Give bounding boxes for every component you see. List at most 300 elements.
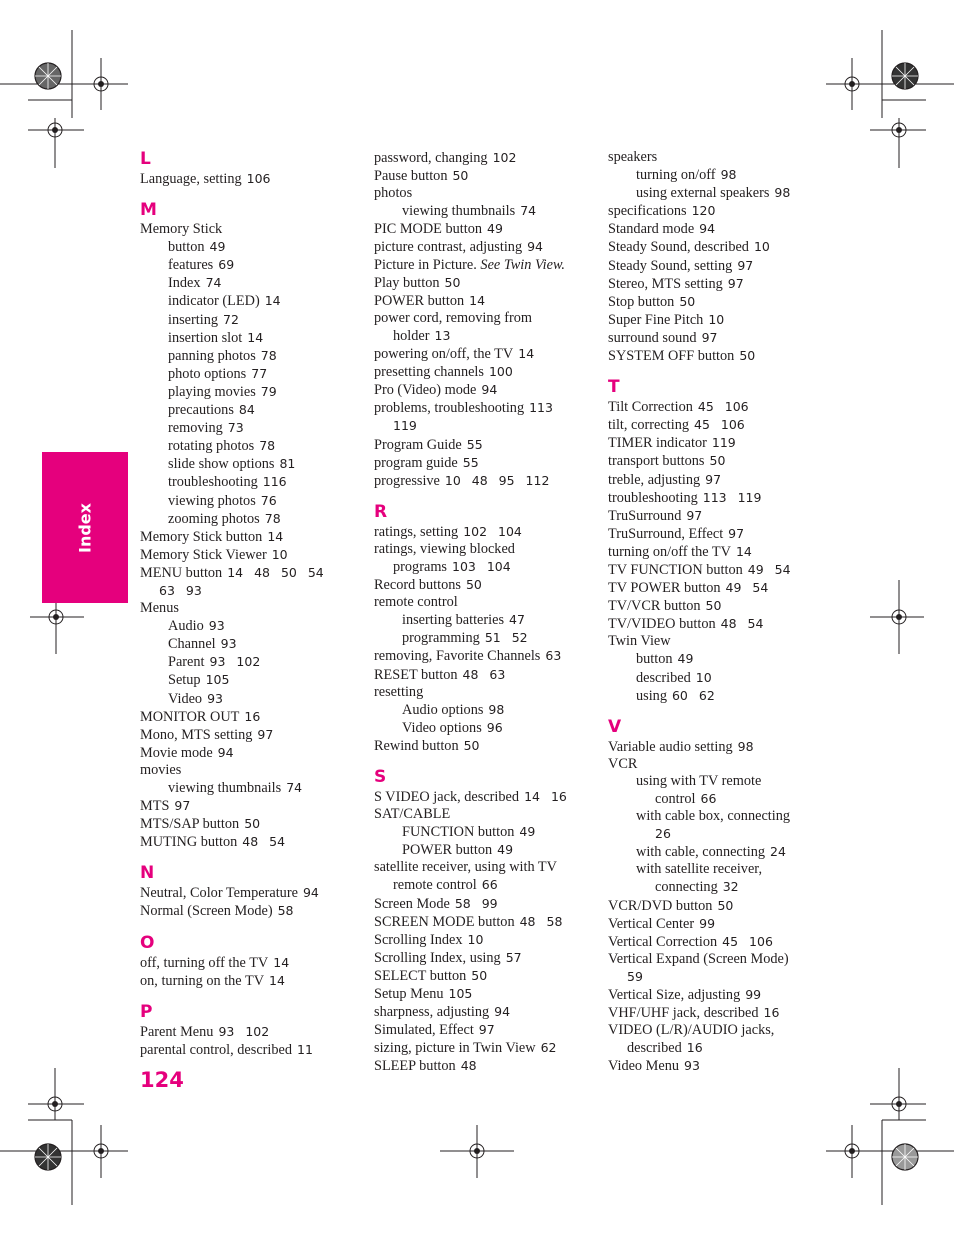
index-tab (42, 452, 128, 603)
page-references: 59 (627, 968, 643, 984)
entry-term: using with TV remote (636, 772, 762, 789)
page-references: 94 (302, 885, 319, 901)
entry-term: speakers (608, 149, 658, 165)
entry-term: Variable audio setting (608, 738, 733, 755)
entry-term: SELECT button (374, 967, 467, 984)
page-references: 10 48 95 112 (444, 472, 550, 488)
entry-term: ratings, viewing blocked (374, 540, 515, 557)
index-entry (374, 594, 606, 611)
entry-term: inserting batteries (402, 612, 505, 629)
index-entry (608, 257, 840, 275)
page-references: 48 63 (462, 666, 506, 682)
index-entry (608, 1022, 840, 1039)
page-references: 14 (518, 346, 535, 362)
page-references: 74 (205, 275, 222, 291)
entry-term: remote control (374, 594, 458, 611)
entry-term: Scrolling Index (374, 931, 463, 948)
index-subentry (140, 365, 372, 383)
entry-term: MENU button (140, 564, 223, 581)
page-references: 10 (467, 931, 484, 947)
index-entry (608, 597, 840, 615)
index-entry (608, 471, 840, 489)
index-subentry (140, 437, 372, 455)
entry-term: programming (402, 630, 480, 647)
entry-term: ratings, setting (374, 523, 459, 540)
index-entry (608, 398, 840, 416)
entry-term: FUNCTION button (402, 824, 515, 841)
index-entry-continuation (374, 327, 606, 345)
index-subentry (140, 347, 372, 365)
entry-term: troubleshooting (168, 474, 258, 491)
entry-term: MONITOR OUT (140, 708, 240, 725)
page-references: 49 (519, 824, 536, 840)
page-references: 49 54 (747, 561, 791, 577)
entry-term: with satellite receiver, (636, 861, 763, 878)
entry-term: POWER button (402, 842, 493, 859)
page-references: 69 (218, 257, 235, 273)
index-subentry (140, 690, 372, 708)
page-references: 49 (487, 221, 503, 237)
index-entry (140, 170, 372, 188)
index-entry (608, 489, 840, 507)
index-entry (374, 363, 606, 381)
index-entry (608, 738, 840, 756)
entry-term: picture contrast, adjusting (374, 239, 523, 256)
index-entry (608, 525, 840, 543)
entry-term: photo options (168, 365, 247, 382)
index-subentry (140, 779, 372, 797)
entry-term: Program Guide (374, 436, 462, 453)
page-references: 58 (277, 903, 294, 919)
index-entry (140, 546, 372, 564)
entry-term: Pro (Video) mode (374, 382, 477, 399)
entry-term: Neutral, Color Temperature (140, 885, 298, 902)
entry-term: precautions (168, 402, 234, 419)
entry-term: Pause button (374, 168, 448, 185)
index-entry (374, 274, 606, 292)
entry-term: MUTING button (140, 834, 238, 851)
entry-term: TV/VCR button (608, 598, 701, 615)
index-entry (140, 972, 372, 990)
entry-term: VIDEO (L/R)/AUDIO jacks, (608, 1022, 775, 1039)
entry-term: Index (168, 275, 201, 292)
entry-term: parental control, described (140, 1041, 293, 1058)
entry-term: turning on/off the TV (608, 543, 731, 560)
index-entry (140, 797, 372, 815)
entry-term: Picture in Picture. (374, 256, 477, 273)
entry-term: treble, adjusting (608, 471, 701, 488)
index-entry (608, 1004, 840, 1022)
entry-term: zooming photos (168, 510, 260, 527)
index-entry-continuation (140, 582, 372, 600)
index-entry (374, 1039, 606, 1057)
entry-term: specifications (608, 203, 687, 220)
section-letter: T (608, 377, 620, 398)
index-entry (608, 615, 840, 633)
page-references: 74 (520, 203, 537, 219)
page-references: 120 (691, 203, 716, 219)
entry-term: presetting channels (374, 364, 484, 381)
entry-term: using external speakers (636, 185, 770, 202)
entry-term: using (636, 687, 667, 704)
page-references: 14 (269, 972, 285, 988)
index-subentry (374, 611, 606, 629)
entry-term: transport buttons (608, 453, 705, 470)
index-entry (140, 902, 372, 920)
page-references: 49 (209, 239, 226, 255)
index-entry (374, 523, 606, 541)
entry-term: slide show options (168, 456, 275, 473)
entry-term: Channel (168, 636, 216, 653)
index-entry (608, 933, 840, 951)
page-references: 10 (695, 669, 712, 685)
entry-term: satellite receiver, using with TV (374, 859, 557, 876)
entry-term: Mono, MTS setting (140, 726, 253, 743)
entry-term: surround sound (608, 329, 697, 346)
page-references: 97 (728, 525, 745, 541)
page-references: 62 (540, 1040, 557, 1056)
index-entry (374, 310, 606, 327)
page-references: 78 (260, 347, 277, 363)
page-references: 72 (223, 311, 239, 327)
index-entry (608, 579, 840, 597)
index-subentry (608, 184, 840, 202)
page-references: 13 (434, 327, 451, 343)
section-letter: P (140, 1001, 153, 1022)
index-entry (608, 275, 840, 293)
index-entry (374, 913, 606, 931)
index-subentry (608, 669, 840, 687)
index-entry (374, 684, 606, 701)
index-entry (140, 528, 372, 546)
index-entry (374, 220, 606, 238)
page-references: 16 (763, 1005, 780, 1021)
page-references: 24 (770, 844, 786, 860)
section-letter: O (140, 932, 155, 953)
entry-term: Language, setting (140, 171, 242, 187)
page-references: 14 (264, 293, 281, 309)
entry-term: MTS/SAP button (140, 816, 240, 833)
index-column-2 (374, 149, 606, 1076)
entry-term: inserting (168, 311, 219, 328)
page-references: 16 (686, 1040, 703, 1056)
page-references: 49 (497, 842, 514, 858)
section-letter: M (140, 200, 157, 221)
page-references: 50 (452, 168, 469, 184)
index-entry-continuation (608, 790, 840, 808)
entry-term: viewing photos (168, 492, 256, 509)
page-references: 94 (217, 744, 234, 760)
index-entry (140, 954, 372, 972)
entry-term: removing, Favorite Channels (374, 648, 541, 665)
page-references: 93 102 (218, 1023, 270, 1039)
entry-term: Memory Stick (140, 221, 223, 238)
entry-term: VCR/DVD button (608, 897, 713, 914)
entry-term: POWER button (374, 292, 465, 309)
page-references: 105 (448, 986, 473, 1002)
page-references: 26 (655, 826, 671, 842)
index-subentry (140, 473, 372, 491)
entry-term: remote control (393, 877, 477, 894)
page-references: 50 (739, 348, 756, 364)
entry-term: turning on/off (636, 167, 716, 184)
index-subentry (140, 455, 372, 473)
page-references: 116 (262, 474, 287, 490)
index-subentry (608, 861, 840, 878)
entry-term: playing movies (168, 383, 256, 400)
index-entry (140, 744, 372, 762)
page-references: 10 (753, 239, 770, 255)
entry-term: connecting (655, 879, 718, 896)
index-entry (608, 633, 840, 650)
index-subentry (140, 653, 372, 671)
entry-term: TruSurround (608, 507, 682, 524)
entry-term: described (627, 1040, 682, 1057)
entry-term: removing (168, 420, 223, 437)
page-references: 99 (699, 915, 716, 931)
entry-term: Steady Sound, setting (608, 257, 733, 274)
page-references: 97 (701, 329, 718, 345)
page-references: 48 58 (519, 913, 563, 929)
entry-term: Scrolling Index, using (374, 949, 501, 966)
page-references: 99 (745, 987, 762, 1003)
entry-term: troubleshooting (608, 489, 698, 506)
index-subentry (608, 808, 840, 825)
index-entry (374, 541, 606, 558)
index-entry-continuation (608, 968, 840, 986)
index-entry (608, 543, 840, 561)
entry-term: Stereo, MTS setting (608, 275, 723, 292)
index-entry (608, 756, 840, 773)
index-tab-label: Index (75, 502, 95, 553)
entry-term: rotating photos (168, 438, 255, 455)
page-references: 119 (393, 418, 417, 434)
entry-term: on, turning on the TV (140, 972, 265, 989)
entry-term: Parent (168, 654, 205, 671)
index-entry (608, 897, 840, 915)
page-references: 74 (286, 780, 303, 795)
entry-term: programs (393, 558, 447, 575)
page-references: 98 (720, 167, 737, 183)
entry-term: VCR (608, 755, 638, 772)
index-entry-continuation (374, 417, 606, 435)
index-entry (374, 666, 606, 684)
page-references: 97 (727, 275, 744, 291)
index-entry-continuation (374, 558, 606, 576)
page-references: 47 (509, 612, 525, 628)
page-references: 96 (486, 719, 503, 735)
index-entry (140, 1023, 372, 1041)
index-subentry (140, 311, 372, 329)
index-entry (374, 185, 606, 202)
index-subentry (374, 701, 606, 719)
index-entry (374, 859, 606, 876)
page-references: 10 (708, 311, 725, 327)
entry-term: password, changing (374, 150, 488, 166)
index-entry (374, 399, 606, 417)
entry-term: SAT/CABLE (374, 806, 451, 823)
index-entry (374, 985, 606, 1003)
page-references: 32 (722, 879, 739, 895)
entry-term: movies (140, 761, 182, 778)
page-references: 49 (677, 651, 694, 667)
page-references: 79 (260, 383, 277, 399)
entry-term: tilt, correcting (608, 417, 689, 434)
entry-term: Play button (374, 274, 440, 291)
page-references: 60 62 (671, 687, 715, 703)
entry-term: off, turning off the TV (140, 954, 269, 971)
entry-term: control (655, 791, 696, 807)
index-entry (374, 967, 606, 985)
index-entry (374, 949, 606, 967)
index-entry (608, 149, 840, 166)
index-subentry (140, 419, 372, 437)
page-references: 48 54 (242, 834, 286, 850)
page-references: 16 (244, 708, 261, 724)
index-subentry (140, 617, 372, 635)
entry-term: SCREEN MODE button (374, 913, 515, 930)
entry-term: TIMER indicator (608, 435, 707, 452)
index-entry (374, 345, 606, 363)
entry-term: Audio options (402, 701, 484, 718)
entry-term: with cable, connecting (636, 844, 766, 861)
page-references: 63 93 (159, 582, 202, 598)
entry-term: sharpness, adjusting (374, 1004, 490, 1021)
index-entry (140, 833, 372, 851)
entry-term: photos (374, 185, 413, 202)
page-references: 93 102 (209, 654, 261, 670)
page-references: 113 (529, 400, 553, 416)
index-column-3 (608, 149, 840, 1076)
entry-term: sizing, picture in Twin View (374, 1040, 536, 1057)
entry-term: Video options (402, 719, 482, 736)
index-subentry (140, 383, 372, 401)
page-references: 50 (471, 967, 488, 983)
entry-term: indicator (LED) (168, 293, 260, 310)
page-references: 93 (684, 1058, 700, 1074)
entry-term: Setup Menu (374, 986, 444, 1003)
index-entry (140, 815, 372, 833)
index-entry-continuation (608, 825, 840, 843)
page-references: 45 106 (694, 417, 745, 433)
index-subentry (140, 492, 372, 510)
index-entry (608, 561, 840, 579)
entry-term: Vertical Center (608, 915, 695, 932)
page-references: 50 (444, 274, 461, 290)
index-subentry (608, 166, 840, 184)
entry-term: described (636, 669, 691, 686)
index-entry (140, 708, 372, 726)
index-subentry (140, 510, 372, 528)
index-entry (608, 347, 840, 365)
index-entry (608, 416, 840, 434)
index-entry (608, 915, 840, 933)
index-entry (608, 329, 840, 347)
page-references: 50 (709, 453, 726, 469)
entry-term: TV POWER button (608, 580, 721, 597)
page-references: 97 (705, 471, 722, 487)
index-entry (608, 202, 840, 220)
index-column-1 (140, 149, 372, 1059)
entry-term: Normal (Screen Mode) (140, 903, 273, 920)
entry-term: SYSTEM OFF button (608, 348, 735, 365)
index-subentry (140, 292, 372, 310)
page-references: 93 (207, 690, 223, 706)
entry-term: Simulated, Effect (374, 1022, 474, 1039)
page-references: 14 (273, 954, 290, 970)
index-entry (374, 737, 606, 755)
page-references: 78 (264, 510, 281, 526)
entry-term: Audio (168, 618, 204, 635)
entry-term: program guide (374, 454, 458, 471)
index-entry-continuation (608, 878, 840, 896)
index-entry (374, 1057, 606, 1075)
page-references: 51 52 (484, 630, 528, 646)
page-references: 55 (466, 436, 483, 452)
page-references: 58 99 (454, 895, 498, 911)
section-letter: N (140, 863, 155, 884)
entry-term: Tilt Correction (608, 399, 693, 416)
entry-term: Memory Stick Viewer (140, 546, 267, 563)
index-entry (374, 788, 606, 806)
entry-term: Twin View (608, 633, 671, 650)
page-references: 94 (699, 221, 716, 237)
index-subentry (374, 629, 606, 647)
page-references: 50 (465, 577, 482, 593)
page-references: 55 (462, 454, 479, 470)
index-subentry (140, 671, 372, 689)
page-references: 113 119 (702, 489, 762, 505)
page-references: 97 (257, 726, 274, 742)
index-entry (374, 647, 606, 665)
page-references: 76 (260, 492, 277, 508)
page-references: 97 (686, 507, 703, 523)
entry-term: TruSurround, Effect (608, 525, 724, 542)
page-references: 102 (492, 150, 517, 165)
entry-term: Screen Mode (374, 895, 450, 912)
index-entry (140, 726, 372, 744)
entry-term: Record buttons (374, 577, 461, 594)
page-references: 97 (174, 798, 191, 814)
see-reference: See Twin View. (480, 256, 565, 273)
page-references: 103 104 (452, 558, 511, 574)
page-references: 50 (244, 816, 261, 832)
entry-term: viewing thumbnails (402, 203, 516, 220)
page-references: 105 (205, 672, 230, 688)
page-references: 98 (488, 701, 505, 717)
entry-term: Memory Stick button (140, 528, 263, 545)
index-subentry (140, 238, 372, 256)
page-references: 50 (679, 293, 696, 309)
page-references: 97 (478, 1022, 495, 1038)
page-references: 66 (700, 791, 717, 806)
section-letter: V (608, 716, 622, 737)
entry-term: PIC MODE button (374, 221, 483, 238)
index-entry (608, 293, 840, 311)
page-references: 98 (774, 185, 791, 201)
index-entry (374, 895, 606, 913)
entry-term: powering on/off, the TV (374, 346, 514, 363)
index-entry (608, 1057, 840, 1075)
index-subentry (608, 843, 840, 861)
page-references: 14 (247, 329, 264, 345)
entry-term: features (168, 257, 214, 274)
entry-term: VHF/UHF jack, described (608, 1005, 759, 1022)
page-references: 66 (481, 877, 498, 893)
page-references: 14 16 (524, 789, 567, 804)
entry-term: viewing thumbnails (168, 780, 282, 796)
entry-term: progressive (374, 472, 440, 489)
